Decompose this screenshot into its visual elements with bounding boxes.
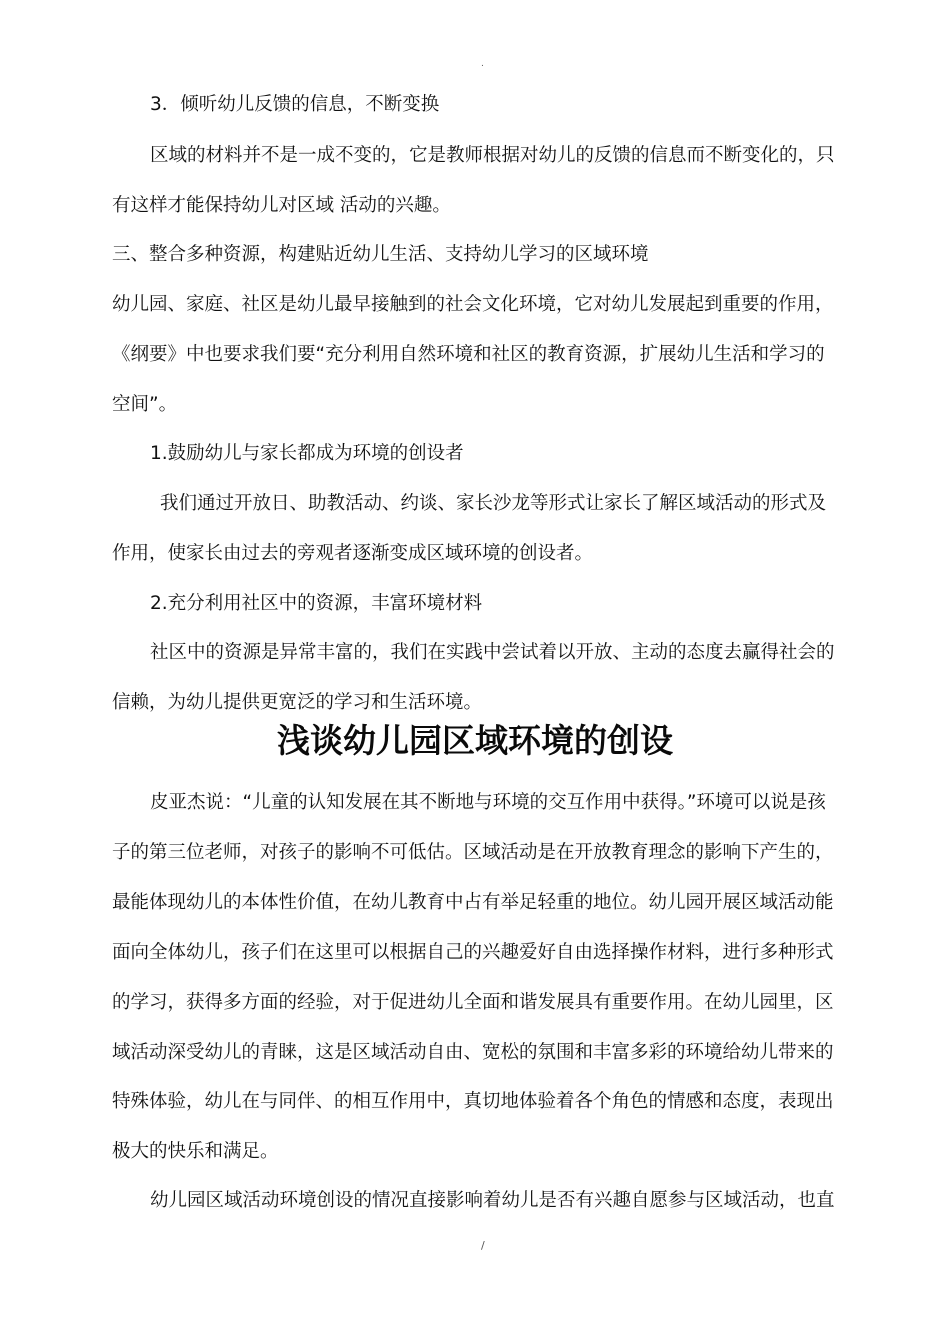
paragraph-line: 皮亚杰说：“儿童的认知发展在其不断地与环境的交互作用中获得。”环境可以说是孩 [150,792,826,813]
paragraph-line: 社区中的资源是异常丰富的，我们在实践中尝试着以开放、主动的态度去赢得社会的 [150,642,835,663]
article-title: 浅谈幼儿园区域环境的创设 [277,721,673,760]
paragraph-line: 面向全体幼儿，孩子们在这里可以根据自己的兴趣爱好自由选择操作材料，进行多种形式 [112,942,834,963]
paragraph-line: 幼儿园、家庭、社区是幼儿最早接触到的社会文化环境，它对幼儿发展起到重要的作用， [112,294,834,315]
paragraph-line: 信赖，为幼儿提供更宽泛的学习和生活环境。 [112,692,483,713]
section-heading-three: 三、整合多种资源，构建贴近幼儿生活、支持幼儿学习的区域环境 [112,244,649,265]
paragraph-line: 作用，使家长由过去的旁观者逐渐变成区域环境的创设者。 [112,543,594,564]
paragraph-line: 空间”。 [112,394,178,415]
subheading-2: 2.充分利用社区中的资源，丰富环境材料 [150,593,483,614]
paragraph-line: 特殊体验，幼儿在与同伴、的相互作用中，真切地体验着各个角色的情感和态度，表现出 [112,1091,834,1112]
paragraph-line: 《纲要》中也要求我们要“充分利用自然环境和社区的教育资源，扩展幼儿生活和学习的 [112,344,825,365]
subheading-1: 1.鼓励幼儿与家长都成为环境的创设者 [150,443,464,464]
paragraph-line: 极大的快乐和满足。 [112,1141,279,1162]
top-page-mark: . [481,59,484,69]
paragraph-line: 最能体现幼儿的本体性价值，在幼儿教育中占有举足轻重的地位。幼儿园开展区域活动能 [112,892,834,913]
subheading-3: 3．倾听幼儿反馈的信息，不断变换 [150,94,440,115]
paragraph-line: 的学习，获得多方面的经验，对于促进幼儿全面和谐发展具有重要作用。在幼儿园里，区 [112,992,834,1013]
paragraph-line: 区域的材料并不是一成不变的，它是教师根据对幼儿的反馈的信息而不断变化的，只 [150,145,835,166]
paragraph-line: 幼儿园区域活动环境创设的情况直接影响着幼儿是否有兴趣自愿参与区域活动，也直 [150,1190,835,1211]
paragraph-line: 有这样才能保持幼儿对区域 活动的兴趣。 [112,195,451,216]
paragraph-line: 域活动深受幼儿的青睐，这是区域活动自由、宽松的氛围和丰富多彩的环境给幼儿带来的 [112,1042,834,1063]
bottom-page-mark: / [481,1239,485,1252]
paragraph-line: 我们通过开放日、助教活动、约谈、家长沙龙等形式让家长了解区域活动的形式及 [160,493,827,514]
paragraph-line: 子的第三位老师，对孩子的影响不可低估。区域活动是在开放教育理念的影响下产生的， [112,842,834,863]
